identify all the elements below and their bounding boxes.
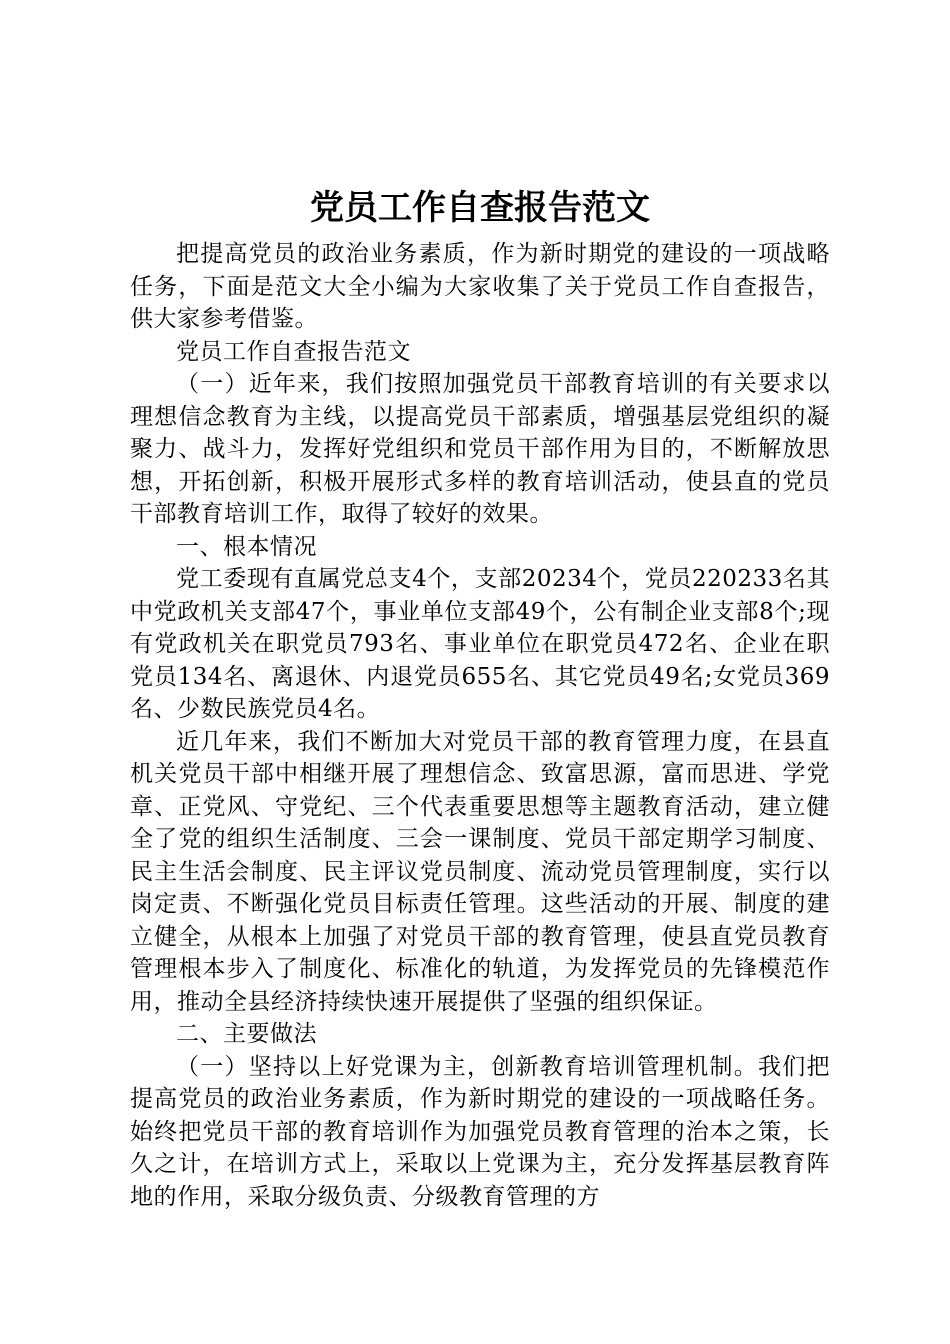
overview-paragraph: （一）近年来，我们按照加强党员干部教育培训的有关要求以理想信念教育为主线，以提高党员干部素质，增强基层党组织的凝聚力、战斗力，发挥好党组织和党员干部作用为目的，不断解放思想，开拓创新，积极开展形式多样的教育培训活动，使县直的党员干部教育培训工作，取得了较好的效果。	[130, 371, 830, 527]
document-page	[130, 186, 830, 1213]
intro-paragraph: 把提高党员的政治业务素质，作为新时期党的建设的一项战略任务，下面是范文大全小编为大家收集了关于党员工作自查报告，供大家参考借鉴。	[130, 241, 830, 332]
document-title: 党员工作自查报告范文	[310, 188, 650, 228]
subtitle-paragraph: 党员工作自查报告范文	[176, 338, 411, 365]
section-heading-basic-situation: 一、根本情况	[176, 533, 317, 560]
education-management-paragraph: 近几年来，我们不断加大对党员干部的教育管理力度，在县直机关党员干部中相继开展了理想信念、致富思源，富而思进、学党章、正党风、守党纪、三个代表重要思想等主题教育活动，建立健全了党的组织生活制度、三会一课制度、党员干部定期学习制度、民主生活会制度、民主评议党员制度、流动党员管理制度，实行以岗定责、不断强化党员目标责任管理。这些活动的开展、制度的建立健全，从根本上加强了对党员干部的教育管理，使县直党员教育管理根本步入了制度化、标准化的轨道，为发挥党员的先锋模范作用，推动全县经济持续快速开展提供了坚强的组织保证。	[130, 728, 830, 1015]
section-heading-main-practices: 二、主要做法	[176, 1021, 317, 1047]
statistics-paragraph: 党工委现有直属党总支4个，支部20234个，党员220233名其中党政机关支部47个，事业单位支部49个，公有制企业支部8个;现有党政机关在职党员793名、事业单位在职党员472名、企业在职党员134名、离退休、内退党员655名、其它党员49名;女党员369名、少数民族党员4名。	[130, 566, 830, 722]
practice-one-paragraph: （一）坚持以上好党课为主，创新教育培训管理机制。我们把提高党员的政治业务素质，作为新时期党的建设的一项战略任务。始终把党员干部的教育培训作为加强党员教育管理的治本之策，长久之计，在培训方式上，采取以上党课为主，充分发挥基层教育阵地的作用，采取分级负责、分级教育管理的方	[130, 1053, 830, 1210]
